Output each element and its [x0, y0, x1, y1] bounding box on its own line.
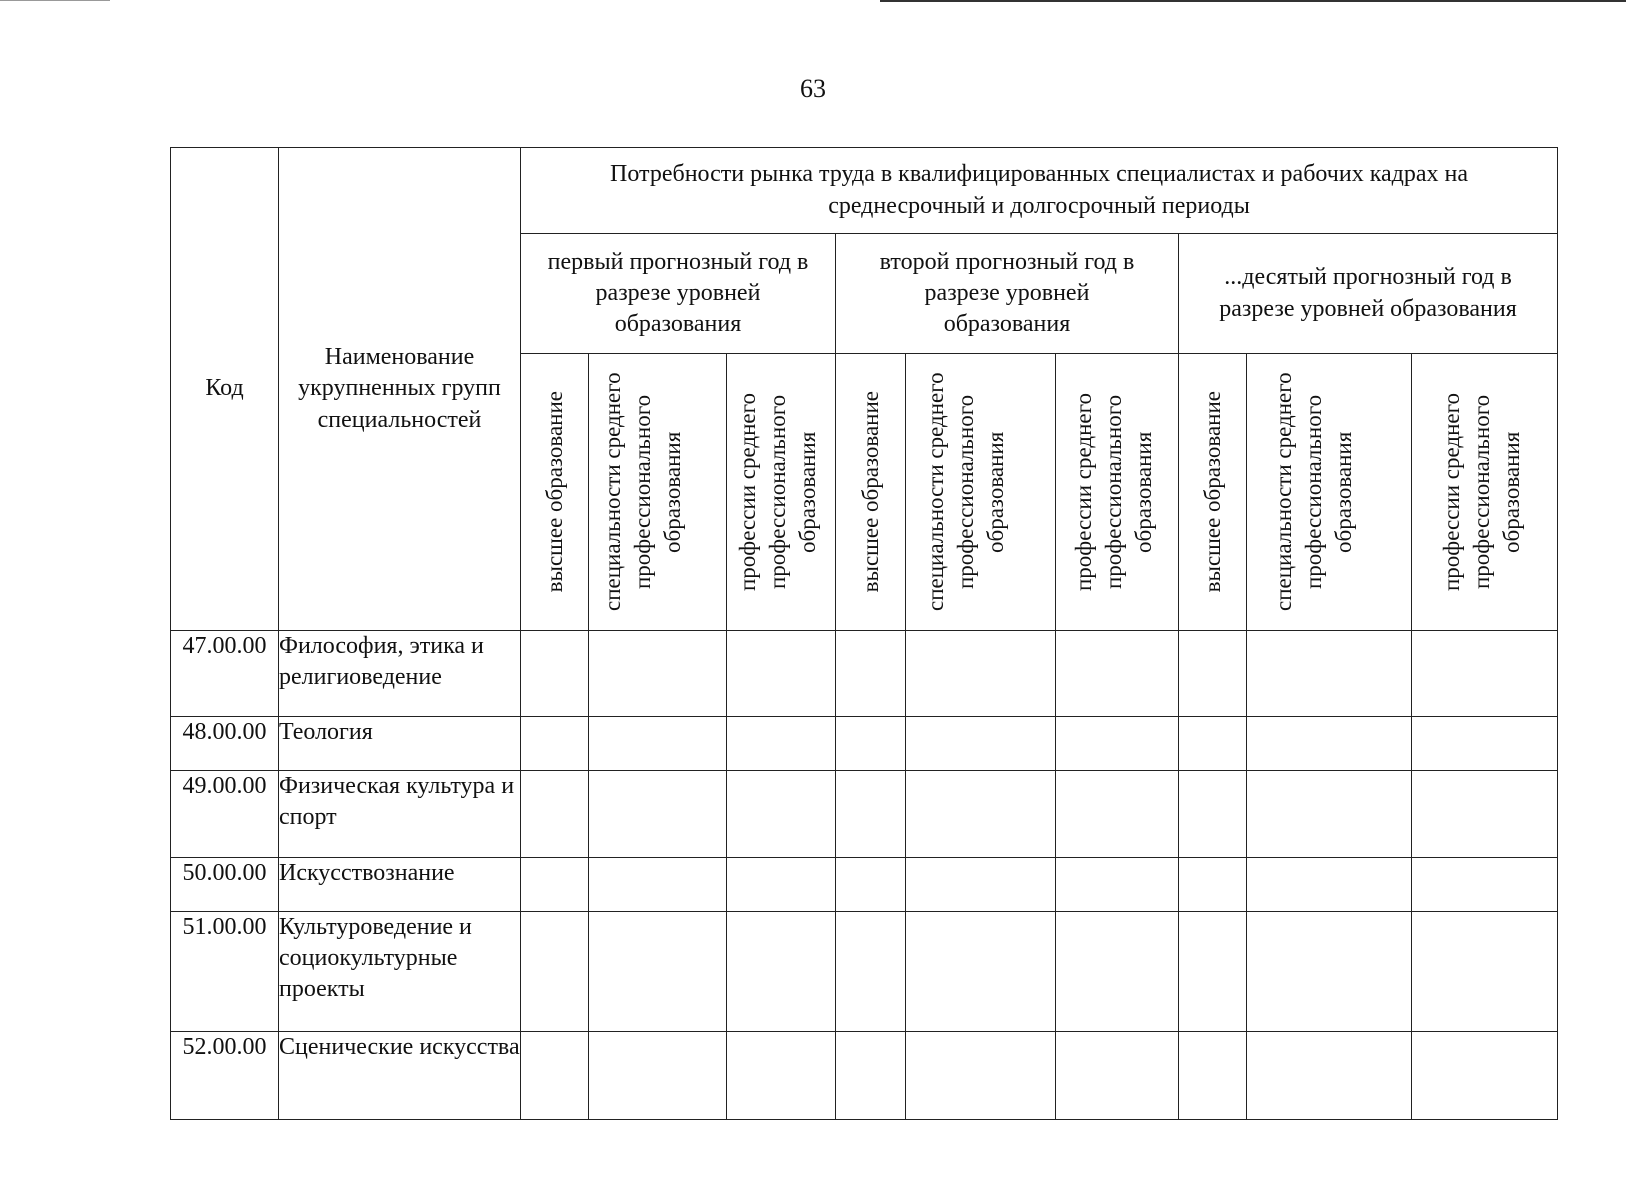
table-row — [171, 912, 1558, 1032]
table-row — [171, 1032, 1558, 1120]
data-cell — [1412, 912, 1558, 1032]
table-row — [171, 858, 1558, 912]
row-code: 49.00.00 — [171, 771, 279, 858]
data-cell — [1247, 858, 1412, 912]
row-name: Искусствознание — [279, 858, 521, 912]
header-level-spo-professions: профессии среднего профессионального образования — [727, 354, 836, 631]
top-rule — [880, 0, 1626, 2]
page-number: 63 — [800, 74, 826, 103]
scan-edge-mark — [0, 0, 110, 1]
data-cell — [521, 912, 589, 1032]
header-level-higher: высшее образование — [521, 354, 589, 631]
header-level-spo-specialties: специальности среднего профессионального образования — [906, 354, 1056, 631]
data-cell — [521, 631, 589, 717]
data-cell — [589, 1032, 727, 1120]
data-cell — [1056, 912, 1179, 1032]
data-cell — [589, 912, 727, 1032]
data-cell — [906, 858, 1056, 912]
row-name: Философия, этика и религиоведение — [279, 631, 521, 717]
data-cell — [521, 717, 589, 771]
data-cell — [1179, 912, 1247, 1032]
data-cell — [1412, 1032, 1558, 1120]
row-name: Культуроведение и социокультурные проекты — [279, 912, 521, 1032]
data-cell — [1247, 717, 1412, 771]
data-cell — [1247, 912, 1412, 1032]
row-code: 48.00.00 — [171, 717, 279, 771]
data-cell — [1247, 771, 1412, 858]
data-cell — [1247, 631, 1412, 717]
data-cell — [906, 771, 1056, 858]
data-cell — [589, 631, 727, 717]
header-level-spo-specialties: специальности среднего профессионального образования — [1247, 354, 1412, 631]
header-name: Наименование укрупненных групп специальностей — [279, 148, 521, 631]
data-cell — [727, 1032, 836, 1120]
header-level-higher: высшее образование — [836, 354, 906, 631]
data-cell — [1179, 1032, 1247, 1120]
header-main: Потребности рынка труда в квалифицированных специалистах и рабочих кадрах на среднесрочный и долгосрочный периоды — [521, 148, 1558, 234]
data-cell — [1056, 631, 1179, 717]
data-cell — [1056, 858, 1179, 912]
row-name: Теология — [279, 717, 521, 771]
data-cell — [836, 1032, 906, 1120]
data-cell — [836, 631, 906, 717]
data-cell — [1179, 631, 1247, 717]
demand-table — [170, 147, 1558, 1120]
header-year-1: первый прогнозный год в разрезе уровней образования — [521, 234, 836, 354]
data-cell — [1056, 717, 1179, 771]
row-name: Физическая культура и спорт — [279, 771, 521, 858]
data-cell — [836, 771, 906, 858]
data-cell — [521, 1032, 589, 1120]
data-cell — [521, 858, 589, 912]
data-cell — [1179, 717, 1247, 771]
data-cell — [1056, 1032, 1179, 1120]
data-cell — [589, 771, 727, 858]
table-row — [171, 631, 1558, 717]
data-cell — [906, 717, 1056, 771]
data-cell — [1056, 771, 1179, 858]
data-cell — [836, 912, 906, 1032]
header-level-spo-specialties: специальности среднего профессионального образования — [589, 354, 727, 631]
table-row — [171, 771, 1558, 858]
data-cell — [727, 912, 836, 1032]
header-level-higher: высшее образование — [1179, 354, 1247, 631]
data-cell — [727, 717, 836, 771]
data-cell — [1179, 771, 1247, 858]
data-cell — [836, 858, 906, 912]
data-cell — [836, 717, 906, 771]
data-cell — [906, 912, 1056, 1032]
header-level-spo-professions: профессии среднего профессионального образования — [1412, 354, 1558, 631]
data-cell — [1179, 858, 1247, 912]
data-cell — [1412, 717, 1558, 771]
data-cell — [1412, 858, 1558, 912]
header-year-2: второй прогнозный год в разрезе уровней образования — [836, 234, 1179, 354]
data-cell — [727, 771, 836, 858]
data-cell — [906, 1032, 1056, 1120]
row-code: 52.00.00 — [171, 1032, 279, 1120]
header-code: Код — [171, 148, 279, 631]
data-cell — [727, 631, 836, 717]
data-cell — [1412, 631, 1558, 717]
data-cell — [521, 771, 589, 858]
row-code: 51.00.00 — [171, 912, 279, 1032]
header-year-10: ...десятый прогнозный год в разрезе уровней образования — [1179, 234, 1558, 354]
data-cell — [1247, 1032, 1412, 1120]
header-level-spo-professions: профессии среднего профессионального образования — [1056, 354, 1179, 631]
row-code: 50.00.00 — [171, 858, 279, 912]
data-cell — [906, 631, 1056, 717]
data-cell — [589, 858, 727, 912]
table-row — [171, 717, 1558, 771]
row-name: Сценические искусства — [279, 1032, 521, 1120]
data-cell — [589, 717, 727, 771]
data-cell — [727, 858, 836, 912]
data-cell — [1412, 771, 1558, 858]
row-code: 47.00.00 — [171, 631, 279, 717]
